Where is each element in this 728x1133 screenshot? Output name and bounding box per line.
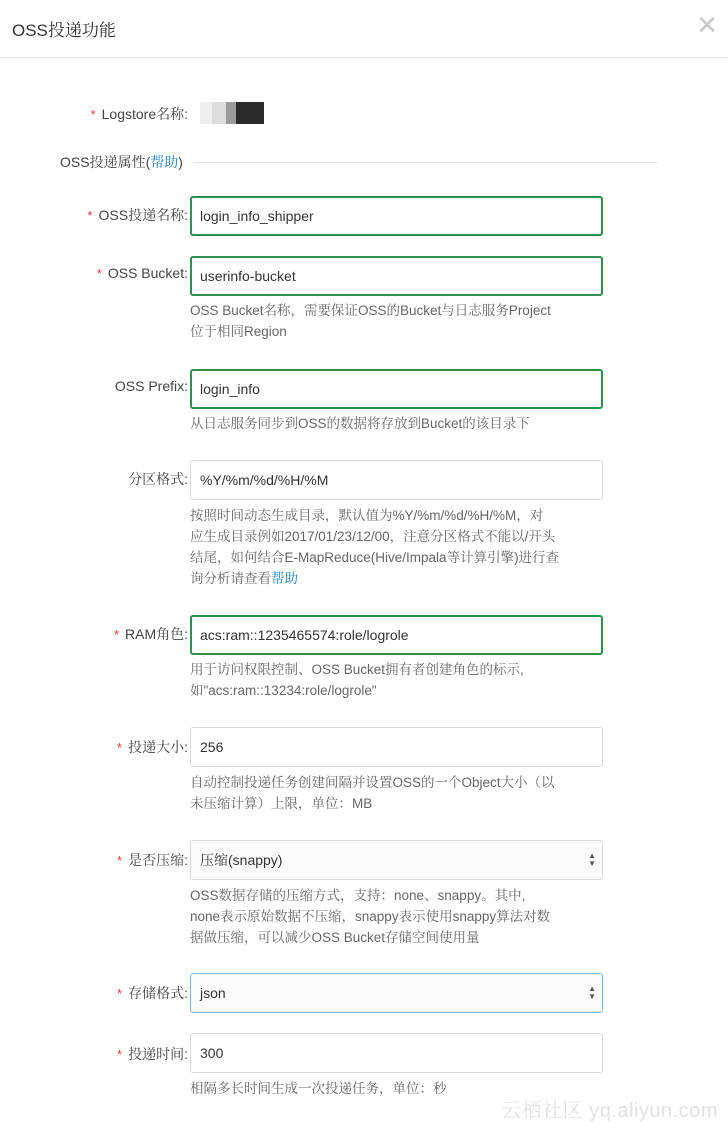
partition-input[interactable]: %Y/%m/%d/%H/%M [190, 460, 603, 500]
partition-label: 分区格式: [128, 471, 188, 487]
compress-label: * 是否压缩: [117, 852, 188, 868]
ship-size-label: * 投递大小: [117, 739, 188, 755]
ship-name-label: * OSS投递名称: [87, 207, 188, 223]
ship-size-input[interactable]: 256 [190, 727, 603, 767]
section-title: OSS投递属性(帮助) [60, 154, 183, 170]
logstore-label: * Logstore名称: [90, 106, 188, 122]
storage-format-select[interactable]: json ▲ ▼ [190, 973, 603, 1013]
required-mark: * [90, 107, 96, 122]
prefix-help: 从日志服务同步到OSS的数据将存放到Bucket的该目录下 [190, 416, 530, 431]
partition-help-link[interactable]: 帮助 [271, 571, 298, 586]
dialog-title: OSS投递功能 [12, 21, 116, 40]
prefix-input[interactable]: login_info [190, 369, 603, 409]
watermark: 云栖社区 yq.aliyun.com [501, 1100, 718, 1122]
compress-help: OSS数据存储的压缩方式，支持：none、snappy。其中, none表示原始数据不压缩，snappy表示使用snappy算法对数 据做压缩，可以减少OSS Bucket存储空间使用量 [190, 888, 551, 945]
bucket-help: OSS Bucket名称，需要保证OSS的Bucket与日志服务Project 位于相同Region [190, 303, 551, 339]
section-help-link[interactable]: 帮助 [150, 154, 179, 170]
compress-select[interactable]: 压缩(snappy) ▲ ▼ [190, 840, 603, 880]
dialog-header [0, 0, 728, 58]
select-arrows-icon: ▲ ▼ [588, 984, 596, 1001]
close-icon[interactable]: ✕ [696, 10, 718, 40]
ship-time-input[interactable]: 300 [190, 1033, 603, 1073]
ship-size-help: 自动控制投递任务创建间隔并设置OSS的一个Object大小（以 未压缩计算）上限，单位：MB [190, 775, 555, 811]
prefix-label: OSS Prefix: [114, 378, 188, 394]
ram-role-help: 用于访问权限控制、OSS Bucket拥有者创建角色的标示, 如"acs:ram::13234:role/logrole" [190, 662, 524, 698]
select-arrows-icon: ▲ ▼ [588, 851, 596, 868]
ram-role-input[interactable]: acs:ram::1235465574:role/logrole [190, 615, 603, 655]
logstore-value-blurred [200, 102, 266, 124]
storage-format-label: * 存储格式: [117, 985, 188, 1001]
ship-name-input[interactable]: login_info_shipper [190, 196, 603, 236]
partition-help: 按照时间动态生成目录，默认值为%Y/%m/%d/%H/%M，对 应生成目录例如2017/01/23/12/00，注意分区格式不能以/开头 结尾，如何结合E-MapReduce(Hive/Impala等计算引擎)进行查 询分析请查看帮助 [190, 508, 560, 586]
bucket-input[interactable]: userinfo-bucket [190, 256, 603, 296]
section-divider [194, 162, 657, 163]
bucket-label: * OSS Bucket: [96, 265, 188, 281]
ship-time-label: * 投递时间: [117, 1046, 188, 1062]
ram-role-label: * RAM角色: [113, 626, 188, 642]
ship-time-help: 相隔多长时间生成一次投递任务，单位：秒 [190, 1081, 447, 1096]
